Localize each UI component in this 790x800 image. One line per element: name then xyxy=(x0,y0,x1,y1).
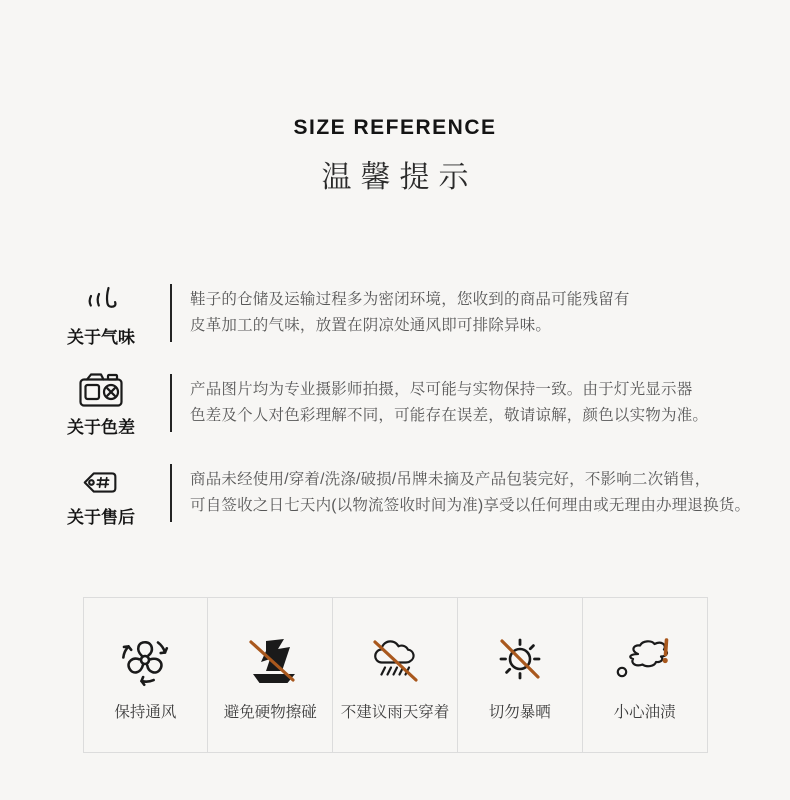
tips-section xyxy=(0,268,790,538)
tip-label: 关于售后 xyxy=(67,508,135,527)
divider xyxy=(170,374,172,432)
tag-icon xyxy=(79,458,123,498)
page-title-zh: 温馨提示 xyxy=(321,161,478,194)
smell-icon xyxy=(81,278,121,318)
care-label: 不建议雨天穿着 xyxy=(340,703,450,721)
tip-text: 产品图片均为专业摄影师拍摄，尽可能与实物保持一致。由于灯光显示器 色差及个人对色彩理解不同，可能存在误差，敬请谅解，颜色以实物为准。 xyxy=(190,381,709,424)
no-rain-icon xyxy=(367,629,423,689)
care-cell-ventilation xyxy=(84,598,208,752)
tip-row-aftersales xyxy=(42,448,760,538)
care-label: 保持通风 xyxy=(114,703,177,721)
tip-label: 关于气味 xyxy=(67,328,135,347)
care-instructions-grid xyxy=(83,597,708,753)
tip-row-smell xyxy=(42,268,760,358)
care-label: 切勿暴晒 xyxy=(488,703,551,721)
tip-label: 关于色差 xyxy=(67,418,135,437)
camera-icon xyxy=(78,368,124,408)
tip-text: 鞋子的仓储及运输过程多为密闭环境，您收到的商品可能残留有 皮革加工的气味，放置在阴凉处通风即可排除异味。 xyxy=(190,291,630,334)
divider xyxy=(170,284,172,342)
no-sun-icon xyxy=(492,629,548,689)
care-cell-no-scrape xyxy=(207,598,332,752)
care-cell-no-sun xyxy=(457,598,582,752)
care-label: 小心油渍 xyxy=(613,703,676,721)
tip-row-color xyxy=(42,358,760,448)
fan-icon xyxy=(117,629,173,689)
care-cell-no-rain xyxy=(332,598,457,752)
care-label: 避免硬物擦碰 xyxy=(223,703,317,721)
no-hard-object-icon xyxy=(242,629,298,689)
tip-text: 商品未经使用/穿着/洗涤/破损/吊牌未摘及产品包装完好，不影响二次销售， 可自签收之日七天内(以物流签收时间为准)享受以任何理由或无理由办理退换货。 xyxy=(190,471,751,514)
divider xyxy=(170,464,172,522)
care-cell-oil xyxy=(582,598,707,752)
oil-stain-icon xyxy=(613,629,677,689)
page-title-en: SIZE REFERENCE xyxy=(293,116,497,139)
